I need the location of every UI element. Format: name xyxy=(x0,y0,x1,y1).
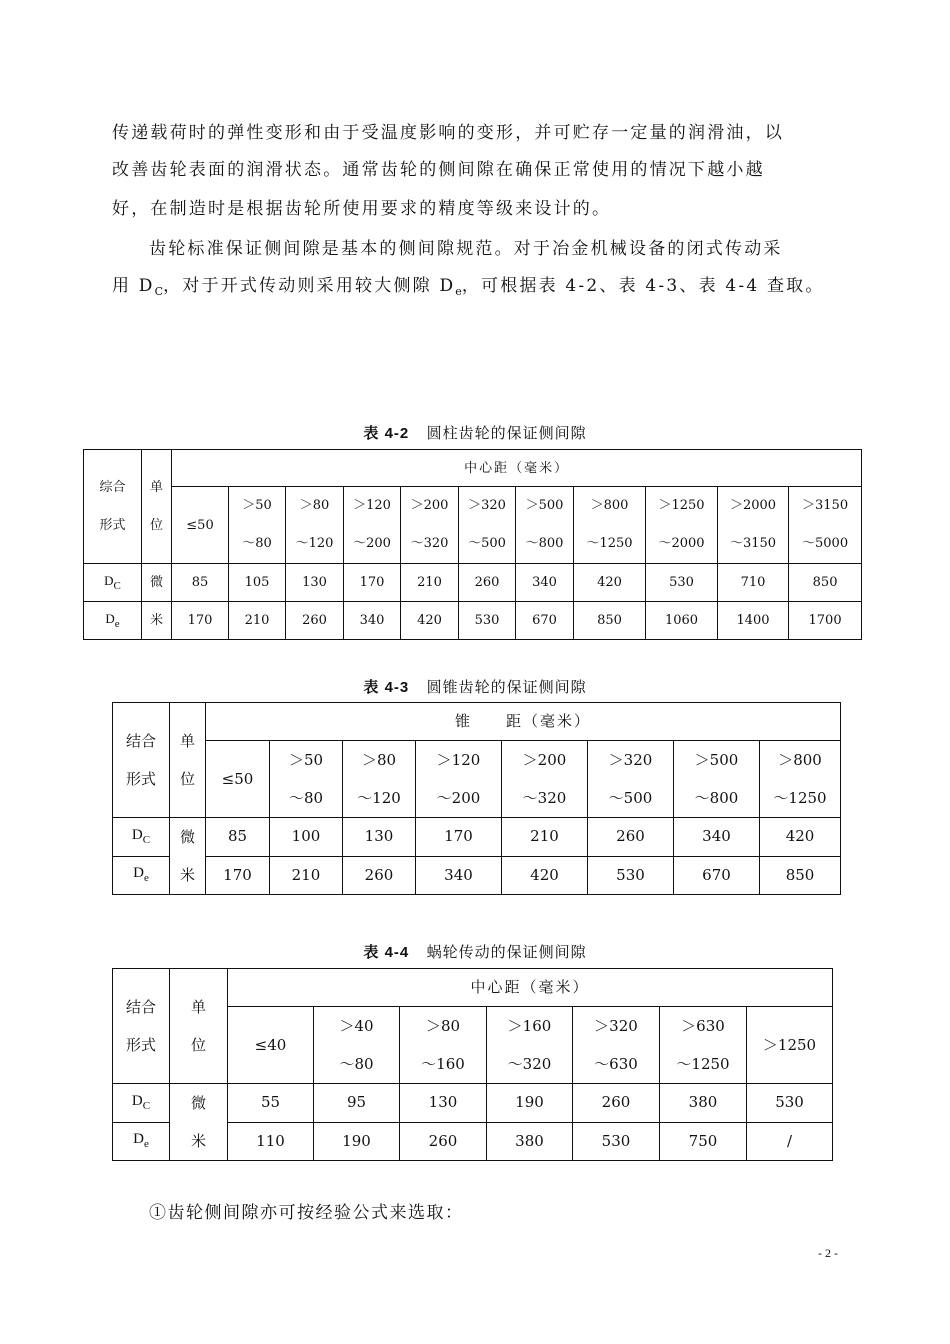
value-cell: 340 xyxy=(416,856,502,895)
value-cell: 670 xyxy=(516,602,574,640)
formula-note: ①齿轮侧间隙亦可按经验公式来选取： xyxy=(149,1203,464,1223)
range-top: ＞320 xyxy=(608,751,653,769)
range-cell xyxy=(401,487,459,564)
group-header: 锥 距（毫米） xyxy=(206,703,841,741)
value-cell: 190 xyxy=(314,1122,400,1161)
unit-header-cell xyxy=(142,450,172,564)
col-label-line: 形式 xyxy=(99,517,126,533)
range-cell xyxy=(286,487,344,564)
value-cell: / xyxy=(747,1122,833,1161)
group-header: 中心距（毫米） xyxy=(228,969,833,1007)
row-label-text: D xyxy=(131,826,143,843)
row-label-de xyxy=(113,856,170,895)
row-label-sub: C xyxy=(142,1099,151,1112)
unit-cell xyxy=(170,818,206,895)
value-cell: 210 xyxy=(229,602,286,640)
range-cell xyxy=(487,1007,573,1084)
range-bottom: ～800 xyxy=(694,789,739,807)
unit-line: 米 xyxy=(179,866,195,884)
value-cell: 850 xyxy=(789,564,862,602)
value-cell: 530 xyxy=(646,564,718,602)
unit-cell xyxy=(170,1084,228,1161)
text-run: ，可根据表 4-2、表 4-3、表 4-4 查取。 xyxy=(461,276,825,296)
row-label-dc xyxy=(113,1084,170,1123)
range-top: ＞320 xyxy=(594,1017,638,1035)
unit-line: 微 xyxy=(179,828,195,846)
col-label-line: 综合 xyxy=(99,479,126,495)
range-cell xyxy=(674,741,760,818)
range-top: ＞800 xyxy=(590,498,629,513)
range-top: ＞160 xyxy=(507,1017,552,1035)
range-bottom: ～320 xyxy=(410,536,449,551)
value-cell: 170 xyxy=(172,602,229,640)
value-cell: 340 xyxy=(344,602,401,640)
row-label-text: D xyxy=(105,610,115,626)
value-cell: 85 xyxy=(206,818,270,857)
value-cell: 210 xyxy=(401,564,459,602)
value-cell: 530 xyxy=(573,1122,660,1161)
range-cell xyxy=(646,487,718,564)
text-run: ，对于开式传动则采用较大侧隙 D xyxy=(163,276,456,296)
value-cell: 380 xyxy=(660,1084,747,1123)
value-cell: 380 xyxy=(487,1122,573,1161)
row-label-sub: e xyxy=(143,872,149,885)
range-bottom: ～200 xyxy=(436,789,481,807)
col-label-line: 结合 xyxy=(125,998,156,1016)
unit-line: 米 xyxy=(190,1132,206,1150)
unit-line: 微 xyxy=(190,1094,206,1112)
range-cell xyxy=(314,1007,400,1084)
range-top: ＞500 xyxy=(525,498,564,513)
range-top: ＞200 xyxy=(522,751,567,769)
caption-number: 表 4-2 xyxy=(363,425,410,442)
range-bottom: ～500 xyxy=(608,789,653,807)
range-top: ＞2000 xyxy=(729,498,777,513)
value-cell: 1400 xyxy=(718,602,789,640)
range-cell xyxy=(660,1007,747,1084)
range-cell xyxy=(747,1007,833,1084)
range-top: ＞120 xyxy=(353,498,391,513)
range-top: ≤50 xyxy=(186,517,214,533)
paragraph-line: 改善齿轮表面的润滑状态。通常齿轮的侧间隙在确保正常使用的情况下越小越 xyxy=(112,160,765,180)
value-cell: 95 xyxy=(314,1084,400,1123)
paragraph-line: 传递载荷时的弹性变形和由于受温度影响的变形，并可贮存一定量的润滑油，以 xyxy=(112,123,784,143)
range-cell xyxy=(459,487,516,564)
value-cell: 190 xyxy=(487,1084,573,1123)
range-cell xyxy=(574,487,646,564)
range-top: ≤50 xyxy=(221,769,254,788)
col-label-line: 形式 xyxy=(125,1036,156,1054)
value-cell: 670 xyxy=(674,856,760,895)
range-bottom: ～80 xyxy=(242,536,272,551)
paragraph-line: 好，在制造时是根据齿轮所使用要求的精度等级来设计的。 xyxy=(112,199,612,219)
range-top: ＞50 xyxy=(288,751,324,769)
value-cell: 100 xyxy=(270,818,343,857)
value-cell: 850 xyxy=(760,856,841,895)
paragraph-line xyxy=(112,271,825,298)
col-label-cell xyxy=(84,450,142,564)
range-bottom: ～2000 xyxy=(658,536,705,551)
range-bottom: ～80 xyxy=(339,1055,374,1073)
unit-cell: 微 xyxy=(142,564,172,602)
table-4-2 xyxy=(83,449,862,640)
col-label-line: 结合 xyxy=(125,732,156,750)
paragraph-line: 齿轮标准保证侧间隙是基本的侧间隙规范。对于冶金机械设备的闭式传动采 xyxy=(149,239,783,259)
row-label-dc xyxy=(113,818,170,857)
range-top: ＞630 xyxy=(681,1017,725,1035)
range-bottom: ～1250 xyxy=(586,536,633,551)
range-top: ＞320 xyxy=(468,498,506,513)
value-cell: 170 xyxy=(416,818,502,857)
value-cell: 130 xyxy=(400,1084,487,1123)
range-top: ＞200 xyxy=(410,498,449,513)
unit-header-cell xyxy=(170,969,228,1084)
table-4-4 xyxy=(112,968,833,1161)
value-cell: 260 xyxy=(588,818,674,857)
value-cell: 750 xyxy=(660,1122,747,1161)
table-caption xyxy=(0,422,950,443)
row-label-sub: C xyxy=(142,833,151,846)
value-cell: 85 xyxy=(172,564,229,602)
subscript: e xyxy=(455,285,462,298)
range-cell xyxy=(400,1007,487,1084)
range-top: ＞50 xyxy=(242,498,272,513)
row-label-de xyxy=(84,602,142,640)
caption-title: 圆柱齿轮的保证侧间隙 xyxy=(426,424,587,442)
range-top: ＞800 xyxy=(778,751,822,769)
value-cell: 110 xyxy=(228,1122,314,1161)
range-top: ＞3150 xyxy=(802,498,849,513)
range-cell xyxy=(573,1007,660,1084)
range-cell xyxy=(343,741,416,818)
caption-number: 表 4-3 xyxy=(363,679,410,696)
value-cell: 260 xyxy=(286,602,344,640)
value-cell: 710 xyxy=(718,564,789,602)
caption-title: 蜗轮传动的保证侧间隙 xyxy=(426,943,587,961)
range-bottom: ～630 xyxy=(594,1055,638,1073)
unit-header-line: 位 xyxy=(179,770,195,788)
value-cell: 530 xyxy=(588,856,674,895)
row-label-de xyxy=(113,1122,170,1161)
range-bottom: ～320 xyxy=(522,789,567,807)
value-cell: 130 xyxy=(286,564,344,602)
range-bottom: ～160 xyxy=(421,1055,465,1073)
range-bottom: ～1250 xyxy=(773,789,827,807)
col-label-cell xyxy=(113,703,170,818)
range-bottom: ～3150 xyxy=(729,536,777,551)
range-top: ＞80 xyxy=(299,498,330,513)
value-cell: 530 xyxy=(459,602,516,640)
value-cell: 420 xyxy=(401,602,459,640)
value-cell: 530 xyxy=(747,1084,833,1123)
value-cell: 55 xyxy=(228,1084,314,1123)
range-cell xyxy=(228,1007,314,1084)
row-label-text: D xyxy=(131,1092,143,1109)
range-top: ≤40 xyxy=(254,1035,287,1054)
row-label-text: D xyxy=(104,572,114,588)
value-cell: 1700 xyxy=(789,602,862,640)
range-top: ＞500 xyxy=(694,751,739,769)
range-bottom: ～1250 xyxy=(676,1055,730,1073)
value-cell: 130 xyxy=(343,818,416,857)
range-top: ＞1250 xyxy=(762,1035,817,1054)
row-label-sub: e xyxy=(114,617,120,630)
range-bottom: ～120 xyxy=(295,536,334,551)
range-cell xyxy=(206,741,270,818)
table-caption xyxy=(0,676,950,697)
range-bottom: ～200 xyxy=(353,536,391,551)
col-label-line: 形式 xyxy=(125,770,156,788)
range-bottom: ～500 xyxy=(468,536,506,551)
page-number: - 2 - xyxy=(818,1246,838,1260)
range-cell xyxy=(229,487,286,564)
unit-header-line: 单 xyxy=(179,732,195,750)
caption-title: 圆锥齿轮的保证侧间隙 xyxy=(426,678,587,696)
unit-cell: 米 xyxy=(142,602,172,640)
range-cell xyxy=(760,741,841,818)
table-caption xyxy=(0,941,950,962)
value-cell: 105 xyxy=(229,564,286,602)
value-cell: 170 xyxy=(206,856,270,895)
row-label-text: D xyxy=(133,1131,144,1148)
range-bottom: ～320 xyxy=(507,1055,552,1073)
range-cell xyxy=(172,487,229,564)
unit-header-line: 位 xyxy=(190,1036,206,1054)
value-cell: 420 xyxy=(502,856,588,895)
value-cell: 1060 xyxy=(646,602,718,640)
row-label-dc xyxy=(84,564,142,602)
row-label-sub: C xyxy=(113,579,121,592)
range-bottom: ～800 xyxy=(525,536,564,551)
range-top: ＞120 xyxy=(436,751,481,769)
range-cell xyxy=(344,487,401,564)
value-cell: 340 xyxy=(674,818,760,857)
range-cell xyxy=(270,741,343,818)
unit-header-line: 位 xyxy=(149,517,163,533)
range-cell xyxy=(502,741,588,818)
range-top: ＞80 xyxy=(361,751,397,769)
range-cell xyxy=(416,741,502,818)
unit-header-line: 单 xyxy=(190,998,206,1016)
caption-number: 表 4-4 xyxy=(363,944,410,961)
range-top: ＞80 xyxy=(425,1017,461,1035)
value-cell: 260 xyxy=(573,1084,660,1123)
range-top: ＞1250 xyxy=(658,498,705,513)
subscript: C xyxy=(154,285,164,298)
range-cell xyxy=(789,487,862,564)
value-cell: 420 xyxy=(574,564,646,602)
value-cell: 340 xyxy=(516,564,574,602)
row-label-text: D xyxy=(133,865,144,882)
unit-header-cell xyxy=(170,703,206,818)
col-label-cell xyxy=(113,969,170,1084)
range-bottom: ～5000 xyxy=(802,536,849,551)
range-cell xyxy=(718,487,789,564)
value-cell: 420 xyxy=(760,818,841,857)
range-cell xyxy=(516,487,574,564)
row-label-sub: e xyxy=(143,1138,149,1151)
value-cell: 170 xyxy=(344,564,401,602)
text-run: 用 D xyxy=(112,276,155,296)
table-4-3 xyxy=(112,702,841,895)
value-cell: 210 xyxy=(502,818,588,857)
range-bottom: ～80 xyxy=(288,789,324,807)
value-cell: 260 xyxy=(459,564,516,602)
range-bottom: ～120 xyxy=(357,789,401,807)
value-cell: 210 xyxy=(270,856,343,895)
value-cell: 850 xyxy=(574,602,646,640)
value-cell: 260 xyxy=(343,856,416,895)
value-cell: 260 xyxy=(400,1122,487,1161)
unit-header-line: 单 xyxy=(149,479,163,495)
range-cell xyxy=(588,741,674,818)
range-top: ＞40 xyxy=(339,1017,374,1035)
group-header: 中心距（毫米） xyxy=(172,450,862,487)
